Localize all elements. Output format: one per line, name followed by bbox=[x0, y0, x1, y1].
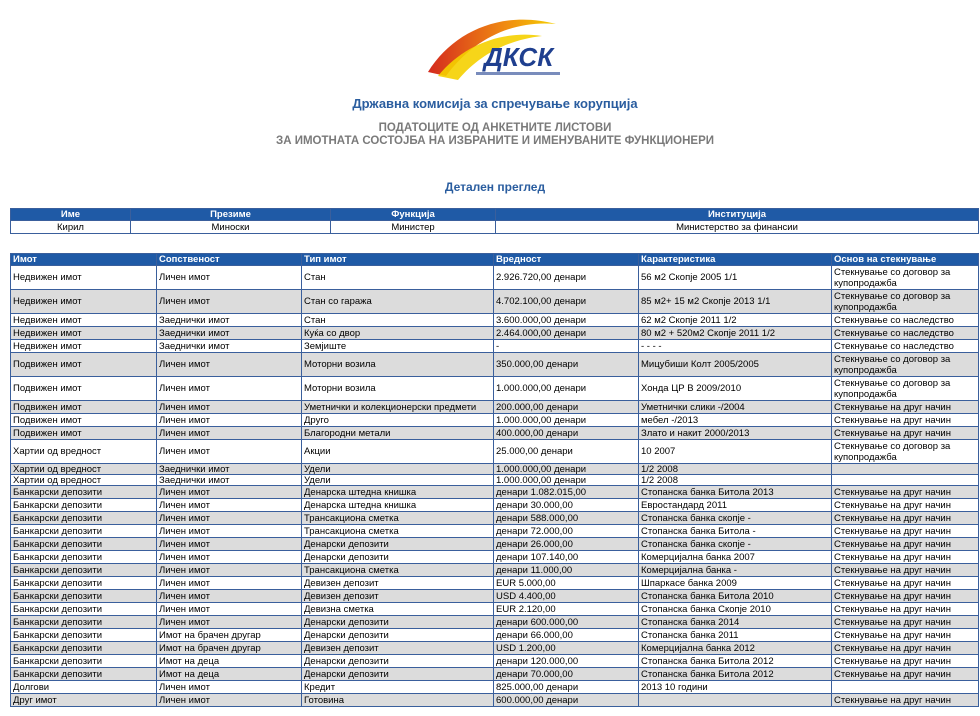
cell-characteristic: 2013 10 години bbox=[639, 681, 832, 694]
cell-ownership: Личен имот bbox=[157, 427, 302, 440]
table-row bbox=[11, 486, 979, 499]
asset-header-row bbox=[11, 254, 979, 266]
cell-acquisition-basis: Стекнување на друг начин bbox=[832, 512, 979, 525]
cell-characteristic: Стопанска банка Скопје 2010 bbox=[639, 603, 832, 616]
table-row bbox=[11, 377, 979, 401]
cell-acquisition-basis bbox=[832, 475, 979, 486]
cell-characteristic: Шпаркасе банка 2009 bbox=[639, 577, 832, 590]
table-row bbox=[11, 668, 979, 681]
cell-ownership: Имот на брачен другар bbox=[157, 642, 302, 655]
cell-ownership: Личен имот bbox=[157, 681, 302, 694]
cell-asset-kind: Банкарски депозити bbox=[11, 655, 157, 668]
cell-asset-value: денари 30.000,00 bbox=[494, 499, 639, 512]
cell-asset-value: - bbox=[494, 340, 639, 353]
cell-asset-type: Трансакциона сметка bbox=[302, 525, 494, 538]
cell-asset-value: 1.000.000,00 денари bbox=[494, 475, 639, 486]
cell-characteristic: Стопанска банка скопје - bbox=[639, 538, 832, 551]
table-row bbox=[11, 440, 979, 464]
cell-asset-value: 825.000,00 денари bbox=[494, 681, 639, 694]
cell-asset-type: Девизен депозит bbox=[302, 642, 494, 655]
cell-asset-value: 1.000.000,00 денари bbox=[494, 377, 639, 401]
cell-ownership: Заеднички имот bbox=[157, 314, 302, 327]
cell-asset-kind: Долгови bbox=[11, 681, 157, 694]
cell-asset-value: денари 120.000,00 bbox=[494, 655, 639, 668]
header-characteristic: Карактеристика bbox=[639, 254, 832, 266]
cell-ownership: Личен имот bbox=[157, 499, 302, 512]
cell-acquisition-basis: Стекнување со наследство bbox=[832, 327, 979, 340]
cell-asset-kind: Хартии од вредност bbox=[11, 440, 157, 464]
cell-characteristic: Стопанска банка 2011 bbox=[639, 629, 832, 642]
cell-asset-type: Денарски депозити bbox=[302, 616, 494, 629]
cell-asset-type: Трансакциона сметка bbox=[302, 512, 494, 525]
header-value: Вредност bbox=[494, 254, 639, 266]
table-row bbox=[11, 464, 979, 475]
cell-acquisition-basis: Стекнување на друг начин bbox=[832, 401, 979, 414]
cell-characteristic: Хонда ЦР В 2009/2010 bbox=[639, 377, 832, 401]
cell-asset-value: 1.000.000,00 денари bbox=[494, 414, 639, 427]
cell-acquisition-basis: Стекнување на друг начин bbox=[832, 616, 979, 629]
cell-asset-kind: Недвижен имот bbox=[11, 340, 157, 353]
cell-ownership: Имот на деца bbox=[157, 668, 302, 681]
cell-characteristic: Стопанска банка Битола 2010 bbox=[639, 590, 832, 603]
cell-acquisition-basis: Стекнување на друг начин bbox=[832, 427, 979, 440]
cell-asset-type: Трансакциона сметка bbox=[302, 564, 494, 577]
header-asset: Имот bbox=[11, 254, 157, 266]
table-row bbox=[11, 525, 979, 538]
cell-asset-value: денари 11.000,00 bbox=[494, 564, 639, 577]
detail-title: Детален преглед bbox=[444, 180, 546, 194]
cell-ownership: Личен имот bbox=[157, 616, 302, 629]
cell-asset-kind: Банкарски депозити bbox=[11, 551, 157, 564]
cell-asset-type: Акции bbox=[302, 440, 494, 464]
table-row bbox=[11, 590, 979, 603]
cell-characteristic: Комерцијална банка - bbox=[639, 564, 832, 577]
cell-asset-kind: Банкарски депозити bbox=[11, 564, 157, 577]
cell-acquisition-basis bbox=[832, 464, 979, 475]
cell-characteristic: 1/2 2008 bbox=[639, 475, 832, 486]
table-row bbox=[11, 499, 979, 512]
person-header-row bbox=[11, 209, 979, 221]
person-institution: Министерство за финансии bbox=[496, 221, 979, 234]
table-row bbox=[11, 616, 979, 629]
cell-characteristic: Комерцијална банка 2007 bbox=[639, 551, 832, 564]
cell-characteristic: мебел -/2013 bbox=[639, 414, 832, 427]
cell-characteristic: 10 2007 bbox=[639, 440, 832, 464]
subtitle-line-1: ПОДАТОЦИТЕ ОД АНКЕТНИТЕ ЛИСТОВИ bbox=[378, 122, 612, 134]
cell-acquisition-basis: Стекнување на друг начин bbox=[832, 525, 979, 538]
table-row bbox=[11, 655, 979, 668]
cell-asset-value: 2.926.720,00 денари bbox=[494, 266, 639, 290]
cell-acquisition-basis: Стекнување на друг начин bbox=[832, 499, 979, 512]
cell-asset-kind: Хартии од вредност bbox=[11, 475, 157, 486]
table-row bbox=[11, 266, 979, 290]
cell-asset-type: Куќа со двор bbox=[302, 327, 494, 340]
cell-asset-type: Денарски депозити bbox=[302, 629, 494, 642]
cell-asset-type: Земјиште bbox=[302, 340, 494, 353]
subtitle-line-2: ЗА ИМОТНАТА СОСТОЈБА НА ИЗБРАНИТЕ И ИМЕНУВАНИТЕ ФУНКЦИОНЕРИ bbox=[275, 135, 715, 147]
cell-asset-type: Денарски депозити bbox=[302, 668, 494, 681]
cell-asset-type: Стан со гаража bbox=[302, 290, 494, 314]
cell-ownership: Заеднички имот bbox=[157, 475, 302, 486]
cell-ownership: Заеднички имот bbox=[157, 327, 302, 340]
cell-asset-type: Моторни возила bbox=[302, 353, 494, 377]
cell-asset-type: Благородни метали bbox=[302, 427, 494, 440]
cell-asset-value: 1.000.000,00 денари bbox=[494, 464, 639, 475]
cell-ownership: Личен имот bbox=[157, 377, 302, 401]
cell-ownership: Личен имот bbox=[157, 486, 302, 499]
cell-asset-type: Моторни возила bbox=[302, 377, 494, 401]
cell-characteristic: Злато и накит 2000/2013 bbox=[639, 427, 832, 440]
cell-acquisition-basis: Стекнување на друг начин bbox=[832, 694, 979, 707]
cell-ownership: Личен имот bbox=[157, 266, 302, 290]
cell-asset-value: USD 1.200,00 bbox=[494, 642, 639, 655]
cell-asset-value: 350.000,00 денари bbox=[494, 353, 639, 377]
cell-ownership: Личен имот bbox=[157, 525, 302, 538]
cell-characteristic: Евростандард 2011 bbox=[639, 499, 832, 512]
cell-ownership: Заеднички имот bbox=[157, 464, 302, 475]
cell-acquisition-basis: Стекнување на друг начин bbox=[832, 414, 979, 427]
cell-asset-value: 3.600.000,00 денари bbox=[494, 314, 639, 327]
cell-asset-type: Стан bbox=[302, 266, 494, 290]
cell-acquisition-basis: Стекнување на друг начин bbox=[832, 551, 979, 564]
cell-asset-kind: Банкарски депозити bbox=[11, 512, 157, 525]
cell-characteristic: Стопанска банка Битола 2012 bbox=[639, 668, 832, 681]
table-row bbox=[11, 340, 979, 353]
cell-asset-value: 2.464.000,00 денари bbox=[494, 327, 639, 340]
table-row bbox=[11, 564, 979, 577]
cell-asset-value: денари 600.000,00 bbox=[494, 616, 639, 629]
cell-asset-kind: Банкарски депозити bbox=[11, 577, 157, 590]
cell-asset-type: Девизен депозит bbox=[302, 590, 494, 603]
cell-asset-type: Уметнички и колекционерски предмети bbox=[302, 401, 494, 414]
cell-acquisition-basis: Стекнување на друг начин bbox=[832, 603, 979, 616]
cell-ownership: Личен имот bbox=[157, 564, 302, 577]
cell-acquisition-basis: Стекнување на друг начин bbox=[832, 564, 979, 577]
cell-characteristic: Стопанска банка Битола 2012 bbox=[639, 655, 832, 668]
dksk-logo bbox=[424, 10, 566, 84]
cell-acquisition-basis: Стекнување со договор за купопродажба bbox=[832, 290, 979, 314]
cell-asset-type: Удели bbox=[302, 475, 494, 486]
cell-asset-value: 400.000,00 денари bbox=[494, 427, 639, 440]
person-name: Кирил bbox=[11, 221, 131, 234]
cell-acquisition-basis: Стекнување на друг начин bbox=[832, 655, 979, 668]
cell-asset-type: Денарска штедна книшка bbox=[302, 499, 494, 512]
cell-characteristic bbox=[639, 694, 832, 707]
cell-asset-kind: Подвижен имот bbox=[11, 377, 157, 401]
cell-acquisition-basis: Стекнување на друг начин bbox=[832, 642, 979, 655]
cell-asset-type: Стан bbox=[302, 314, 494, 327]
table-row bbox=[11, 551, 979, 564]
cell-ownership: Личен имот bbox=[157, 603, 302, 616]
cell-asset-kind: Банкарски депозити bbox=[11, 629, 157, 642]
cell-asset-kind: Подвижен имот bbox=[11, 414, 157, 427]
cell-acquisition-basis: Стекнување со договор за купопродажба bbox=[832, 440, 979, 464]
table-row bbox=[11, 629, 979, 642]
table-row bbox=[11, 314, 979, 327]
person-row bbox=[11, 221, 979, 234]
cell-asset-kind: Банкарски депозити bbox=[11, 616, 157, 629]
cell-asset-kind: Недвижен имот bbox=[11, 327, 157, 340]
cell-ownership: Заеднички имот bbox=[157, 340, 302, 353]
cell-asset-value: денари 66.000,00 bbox=[494, 629, 639, 642]
cell-asset-kind: Недвижен имот bbox=[11, 290, 157, 314]
table-row bbox=[11, 414, 979, 427]
asset-table bbox=[10, 253, 979, 707]
cell-acquisition-basis: Стекнување со наследство bbox=[832, 314, 979, 327]
header-surname: Презиме bbox=[131, 209, 331, 221]
cell-asset-value: денари 72.000,00 bbox=[494, 525, 639, 538]
cell-characteristic: - - - - bbox=[639, 340, 832, 353]
cell-asset-kind: Подвижен имот bbox=[11, 401, 157, 414]
cell-ownership: Личен имот bbox=[157, 512, 302, 525]
cell-asset-value: 600.000,00 денари bbox=[494, 694, 639, 707]
header-name: Име bbox=[11, 209, 131, 221]
cell-acquisition-basis: Стекнување на друг начин bbox=[832, 629, 979, 642]
cell-asset-kind: Банкарски депозити bbox=[11, 590, 157, 603]
cell-asset-kind: Друг имот bbox=[11, 694, 157, 707]
cell-asset-kind: Подвижен имот bbox=[11, 427, 157, 440]
cell-ownership: Личен имот bbox=[157, 538, 302, 551]
cell-asset-type: Девизна сметка bbox=[302, 603, 494, 616]
person-surname: Миноски bbox=[131, 221, 331, 234]
cell-ownership: Имот на деца bbox=[157, 655, 302, 668]
table-row bbox=[11, 577, 979, 590]
cell-characteristic: Комерцијална банка 2012 bbox=[639, 642, 832, 655]
cell-characteristic: 85 м2+ 15 м2 Скопје 2013 1/1 bbox=[639, 290, 832, 314]
header-institution: Институција bbox=[496, 209, 979, 221]
person-table bbox=[10, 208, 979, 234]
cell-acquisition-basis: Стекнување со договор за купопродажба bbox=[832, 266, 979, 290]
cell-characteristic: 1/2 2008 bbox=[639, 464, 832, 475]
cell-asset-type: Денарски депозити bbox=[302, 551, 494, 564]
cell-asset-kind: Хартии од вредност bbox=[11, 464, 157, 475]
cell-asset-value: 25.000,00 денари bbox=[494, 440, 639, 464]
table-row bbox=[11, 681, 979, 694]
cell-acquisition-basis: Стекнување на друг начин bbox=[832, 486, 979, 499]
cell-characteristic: Мицубиши Колт 2005/2005 bbox=[639, 353, 832, 377]
cell-ownership: Личен имот bbox=[157, 551, 302, 564]
cell-asset-value: денари 107.140,00 bbox=[494, 551, 639, 564]
cell-asset-value: денари 588.000,00 bbox=[494, 512, 639, 525]
cell-ownership: Личен имот bbox=[157, 414, 302, 427]
cell-asset-kind: Недвижен имот bbox=[11, 266, 157, 290]
cell-ownership: Личен имот bbox=[157, 290, 302, 314]
cell-acquisition-basis: Стекнување на друг начин bbox=[832, 538, 979, 551]
cell-ownership: Личен имот bbox=[157, 694, 302, 707]
cell-characteristic: Стопанска банка 2014 bbox=[639, 616, 832, 629]
cell-ownership: Личен имот bbox=[157, 401, 302, 414]
cell-asset-value: EUR 5.000,00 bbox=[494, 577, 639, 590]
cell-acquisition-basis: Стекнување на друг начин bbox=[832, 668, 979, 681]
cell-asset-value: денари 1.082.015,00 bbox=[494, 486, 639, 499]
cell-asset-kind: Банкарски депозити bbox=[11, 486, 157, 499]
cell-asset-kind: Банкарски депозити bbox=[11, 668, 157, 681]
cell-asset-value: денари 26.000,00 bbox=[494, 538, 639, 551]
cell-acquisition-basis: Стекнување со договор за купопродажба bbox=[832, 353, 979, 377]
cell-ownership: Личен имот bbox=[157, 440, 302, 464]
table-row bbox=[11, 427, 979, 440]
cell-asset-type: Готовина bbox=[302, 694, 494, 707]
cell-asset-value: EUR 2.120,00 bbox=[494, 603, 639, 616]
cell-ownership: Личен имот bbox=[157, 353, 302, 377]
cell-asset-kind: Банкарски депозити bbox=[11, 525, 157, 538]
cell-asset-kind: Банкарски депозити bbox=[11, 499, 157, 512]
header-acquisition-basis: Основ на стекнување bbox=[832, 254, 979, 266]
logo-text: ДКСК bbox=[484, 42, 554, 72]
person-function: Министер bbox=[331, 221, 496, 234]
cell-ownership: Имот на брачен другар bbox=[157, 629, 302, 642]
cell-asset-value: 200.000,00 денари bbox=[494, 401, 639, 414]
cell-ownership: Личен имот bbox=[157, 577, 302, 590]
agency-title: Државна комисија за спречување корупција bbox=[352, 96, 638, 111]
cell-asset-value: USD 4.400,00 bbox=[494, 590, 639, 603]
cell-asset-kind: Недвижен имот bbox=[11, 314, 157, 327]
table-row bbox=[11, 353, 979, 377]
cell-acquisition-basis: Стекнување со наследство bbox=[832, 340, 979, 353]
table-row bbox=[11, 401, 979, 414]
table-row bbox=[11, 538, 979, 551]
cell-asset-type: Кредит bbox=[302, 681, 494, 694]
cell-characteristic: Уметнички слики -/2004 bbox=[639, 401, 832, 414]
cell-characteristic: 56 м2 Скопје 2005 1/1 bbox=[639, 266, 832, 290]
table-row bbox=[11, 512, 979, 525]
header-function: Функција bbox=[331, 209, 496, 221]
cell-asset-type: Денарска штедна книшка bbox=[302, 486, 494, 499]
cell-characteristic: Стопанска банка Битола - bbox=[639, 525, 832, 538]
cell-asset-type: Удели bbox=[302, 464, 494, 475]
header-asset-type: Тип имот bbox=[302, 254, 494, 266]
asset-table-body bbox=[11, 266, 979, 707]
cell-ownership: Личен имот bbox=[157, 590, 302, 603]
cell-asset-type: Девизен депозит bbox=[302, 577, 494, 590]
table-row bbox=[11, 642, 979, 655]
cell-asset-type: Денарски депозити bbox=[302, 655, 494, 668]
cell-asset-kind: Подвижен имот bbox=[11, 353, 157, 377]
cell-asset-kind: Банкарски депозити bbox=[11, 538, 157, 551]
table-row bbox=[11, 290, 979, 314]
table-row bbox=[11, 694, 979, 707]
cell-asset-value: денари 70.000,00 bbox=[494, 668, 639, 681]
table-row bbox=[11, 603, 979, 616]
header-ownership: Сопственост bbox=[157, 254, 302, 266]
cell-asset-value: 4.702.100,00 денари bbox=[494, 290, 639, 314]
cell-acquisition-basis: Стекнување на друг начин bbox=[832, 577, 979, 590]
cell-acquisition-basis: Стекнување со договор за купопродажба bbox=[832, 377, 979, 401]
cell-acquisition-basis bbox=[832, 681, 979, 694]
cell-asset-type: Друго bbox=[302, 414, 494, 427]
cell-asset-type: Денарски депозити bbox=[302, 538, 494, 551]
cell-characteristic: 62 м2 Скопје 2011 1/2 bbox=[639, 314, 832, 327]
table-row bbox=[11, 327, 979, 340]
cell-characteristic: 80 м2 + 520м2 Скопје 2011 1/2 bbox=[639, 327, 832, 340]
cell-asset-kind: Банкарски депозити bbox=[11, 642, 157, 655]
cell-characteristic: Стопанска банка скопје - bbox=[639, 512, 832, 525]
cell-asset-kind: Банкарски депозити bbox=[11, 603, 157, 616]
cell-acquisition-basis: Стекнување на друг начин bbox=[832, 590, 979, 603]
table-row bbox=[11, 475, 979, 486]
cell-characteristic: Стопанска банка Битола 2013 bbox=[639, 486, 832, 499]
dksk-logo-graphic bbox=[424, 10, 566, 84]
